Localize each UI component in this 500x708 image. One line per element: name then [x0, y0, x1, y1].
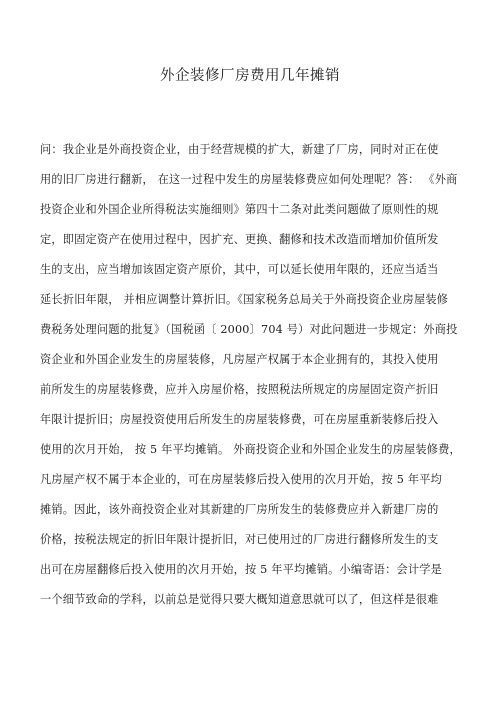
body-line: 费税务处理问题的批复》（国税函〔 2000〕704 号）对此问题进一步规定：外商投	[40, 323, 458, 336]
body-line: 价格，按税法规定的折旧年限计提折旧，对已使用过的厂房进行翻修所发生的支	[40, 533, 439, 546]
body-line: 生的支出，应当增加该固定资产原价，其中，可以延长使用年限的，还应当适当	[40, 263, 439, 276]
body-line: 用的旧厂房进行翻新， 在这一过程中发生的房屋装修费应如何处理呢？答： 《外商	[40, 173, 458, 186]
body-line: 投资企业和外国企业所得税法实施细则》第四十二条对此类问题做了原则性的规	[40, 203, 439, 216]
body-line: 一个细节致命的学科，以前总是觉得只要大概知道意思就可以了，但这样是很难	[40, 593, 439, 606]
body-line: 出可在房屋翻修后投入使用的次月开始，按 5 年平均摊销。小编寄语：会计学是	[40, 563, 443, 576]
body-line: 年限计提折旧；房屋投资使用后所发生的房屋装修费，可在房屋重新装修后投入	[40, 413, 439, 426]
body-line: 前所发生的房屋装修费，应并入房屋价格，按照税法所规定的房屋固定资产折旧	[40, 383, 439, 396]
body-line: 摊销。因此，该外商投资企业对其新建的厂房所发生的装修费应并入新建厂房的	[40, 503, 439, 516]
body-line: 使用的次月开始， 按 5 年平均摊销。 外商投资企业和外国企业发生的房屋装修费，	[40, 443, 461, 456]
body-line: 延长折旧年限， 并相应调整计算折旧。《国家税务总局关于外商投资企业房屋装修	[40, 293, 449, 306]
document-title: 外企装修厂房费用几年摊销	[160, 68, 340, 84]
body-line: 资企业和外国企业发生的房屋装修，凡房屋产权属于本企业拥有的，其投入使用	[40, 353, 439, 366]
body-line: 定，即固定资产在使用过程中，因扩充、更换、翻修和技术改造而增加价值所发	[40, 233, 439, 246]
body-line: 问：我企业是外商投资企业，由于经营规模的扩大，新建了厂房，同时对正在使	[40, 143, 439, 156]
body-line: 凡房屋产权不属于本企业的，可在房屋装修后投入使用的次月开始，按 5 年平均	[40, 473, 443, 486]
